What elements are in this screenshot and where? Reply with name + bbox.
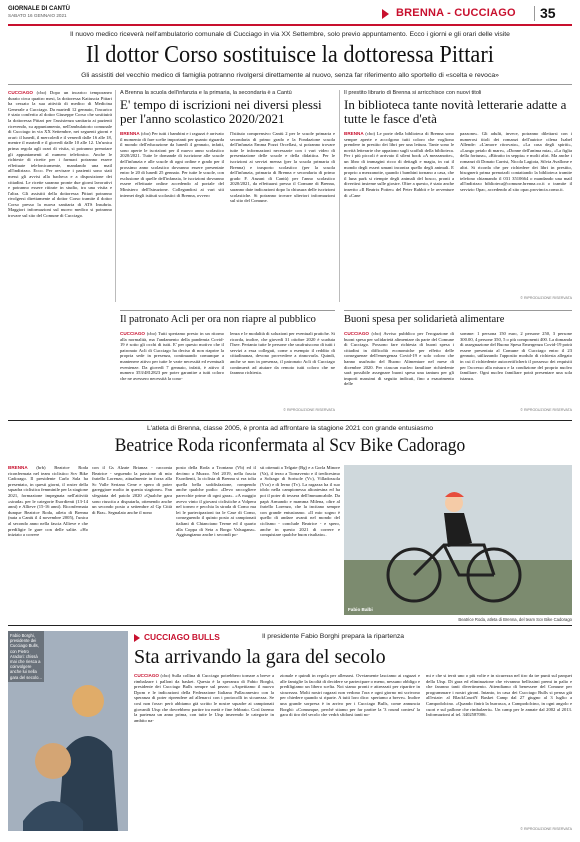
- acli-title: Il patronato Acli per ora non riapre al pubblico: [120, 314, 316, 325]
- bulls-photo: [8, 631, 128, 831]
- roda-photo-credit: Fabio Balbi: [348, 607, 373, 612]
- issue-date: SABATO 16 GENNAIO 2021: [8, 13, 67, 18]
- acli-text-1: (cbo) Tutti speriamo presto in un ritorno alla normalità, ma l'andamento della pandemia Covid-19 è sotto gli occhi di tutti. E' per questo motivo che il patronato Acli di Cucciago ha deciso di non riaprire la propria sede in presenza, continuando comunque a mantenere attivo per tutte le varie necessità ed eventuali evenienze. Da giovedì 7 gennaio, infatti, è attivo il numero 353/4812823 per poter garantire a tutti coloro che ne avessero necessità la cono-: [120, 331, 224, 381]
- section-bar: [390, 4, 572, 24]
- bulls-col1: [134, 673, 274, 833]
- school-col2: [230, 131, 335, 303]
- library-text-1: (cbo) Le porte della biblioteca di Brenna sono sempre aperte e accolgono tutti coloro che vogliono prendere in prestito dei libri per una lettura. Tante sono le novità letterarie che appaiono sugli scaffali della biblioteca. Per i più piccoli è arrivato il silent book «A mezzanotte», un libro di immagini ricco di dettagli e magia, in cui il mondo degli esseri umani incontra quello degli animali. E proprio a mezzanotte, quando i bambini tornano a casa, che il luna park si riempie degli animali del bosco, pronti a divertirsi insieme sulle giostre. Oltre a questo, è stato anche inserito «Il Beatrix Potter» del Peter Rabbit e le avventure di «Cane: [344, 131, 454, 198]
- roda-text-2: con il Gs Alzate Brianza - racconta Beatrice - seguendo la passione di mio fratello Lorenzo, attualmente in forza alla Sc Valle Seriana Cene e spero di poter gareggiare molto in questa stagione». Fan sfegatata del paiolo 2020 «Qualche gara sono riuscita a disputarla, ottenendo anche un secondo posto a settembre al Gp Città di Bra». Segnalato anche il nono: [92, 465, 172, 515]
- lead-body: [8, 90, 112, 400]
- bulls-kicker: Il presidente Fabio Borghi prepara la ripartenza: [262, 633, 405, 640]
- buoni-byline: CUCCIAGO: [344, 331, 370, 336]
- buoni-col1: [344, 331, 454, 413]
- acli-text-2: lenza e le modalità di soluzioni per eventuali pratiche. Si ricorda, inoltre, che giovedì 31 ottobre 2020 è scaduta l'Isee. Pertanto tutte le persone che usufruiscono di tutti i servizi a essa collegati, come a esempio il reddito di cittadinanza, devono provvedere a rinnovarla. Quindi, anche se non in presenza, il patronato Acli di Cucciago continuerà ad aiutare da remoto tutti coloro che ne faranno richiesta.: [230, 331, 335, 376]
- roda-caption: Beatrice Roda, atleta di Brenna, del team Scv Bike Cadorago: [458, 617, 572, 622]
- library-text-2: pazzone». Gli adulti, invece, potranno dilettarsi con i numerosi titoli dei romanzi dell'autrice cilena Isabel Allende: «L'amore ritrovato», «La casa degli spiriti», «Lungo petalo di mare», «Donne dell'anima mia», «La figlia della fortuna», «Ritratto in seppia» e molti altri. Ma anche i romanzi di Donato Carrisi, Nicola Lagioia, Silvia Avallone e altri. Si ricorda che per richiedere dei libri in prestito, bisognerà prima prenotarli contattando la biblioteca tramite telefono chiamando il 031 3510664 o mandando una mail all'indirizzo biblioteca@comune.brenna.co.it o tramite il servizio Opac, accedendo al sito opac.provincia.como.it.: [460, 131, 572, 192]
- roda-text-3: posto della Roda a Trontano (Vb) ed il decimo a Muzzo. Nel 2019, nella fascia Esordienti, la ciclista di Brenna si era tolta quella bella soddisfazione, rompendo anche qualche podio: «Devo raccogliere parecchie prime di ogni gara». «A maggio avevo vinto il giovani ciclistiche a Volpera nel torneo e pecchia la strada di Como ma lei le partecipazioni tra le Case di Como, conseguendo il quinto posto ai campionati italiani di Chianciano Terme ed il quarto alla Coppa di Seta a Borgo Valsugana». Aggiungiamo anche i secondi po-: [176, 465, 256, 538]
- lead-title: Il dottor Corso sostituisce la dottoressa Pittari: [86, 42, 494, 68]
- school-text-1: (cbo) Per tutti i bambini e i ragazzi è arrivato il momento di fare scelte importanti per quanto riguarda il mondo dell'educazione da lunedì 4 gennaio, infatti, sono aperte le iscrizioni per il nuovo anno scolastico 2020/2021. Tutte le domande di iscrizione alle scuole dell'infanzia e alle scuole di ogni ordine e grado per il prossimo anno scolastico dovranno essere presentate entro le 20 di lunedì 25 gennaio. Per tutte le scuole, con esclusione di quelle dell'infanzia, le iscrizioni dovranno essere effettuate online accedendo al portale del Ministero dell'Istruzione. Collegandosi ai vari siti internet degli istituti scolastici di Brenna, ovvero: [120, 131, 224, 198]
- lead-text: (cbo) Dopo un incarico temporaneo durato circa quattro mesi, la dottoressa Katiuscia Pittari ha cessato la sua attività di medico di Medicina Generale a Cucciago. Da martedì 12 gennaio, l'incarico è stato conferito al dottor Giuseppe Corso che sostituirà la dottoressa Pittari per l'assistenza sanitaria ai pazienti ricevendo, su appuntamento, nell'ambulatorio comunale di Cucciago in via XX Settembre, nei seguenti giorni e orari: il lunedì, il mercoledì e il venerdì dalle 16 alle 18, mentre il martedì e il giovedì dalle 10 alle 12. Un'unica prima regola agli orari di visita, si potranno prenotare gli appuntamenti al numero telefonico. Anche le richieste di ricette per i farmaci potranno essere effettuate telefonicamente, mandando una mail all'indirizzo. Ecco. Per avvisare i pazienti sono stati messi gli avvisi alla bacheca e a disposizione dei cittadini. Le ricette saranno pronte due giorni lavorativi e potranno essere ritirate in studio, tra una visita e l'altra. Gli assistiti della dottoressa Pittari potranno rivolgersi direttamente al dottor Corso tramite il dottor Corso presso la nuova sanitaria di ATS Insubria. Maggiori informazioni sul nuovo medico si potranno trovare sul sito del Comune di Cucciago.: [8, 90, 112, 219]
- bulls-col3: [426, 673, 572, 825]
- library-title: In biblioteca tante novità letterarie adatte a tutte le fasce d'età: [344, 97, 567, 126]
- acli-byline: CUCCIAGO: [120, 331, 146, 336]
- roda-kicker: L'atleta di Brenna, classe 2005, è pronta ad affrontare la stagione 2021 con grande entusiasmo: [146, 425, 434, 432]
- bulls-photo-caption: Fabio Borghi, presidente dei Cucciago Bulls, con Pietro Aradori: chissà mai che riesca a coinvolgere anche lui nella gara del secolo...: [8, 631, 44, 682]
- roda-title: Beatrice Roda riconfermata al Scv Bike Cadorago: [114, 435, 466, 456]
- school-col1: [120, 131, 224, 303]
- acli-col2: [230, 331, 335, 407]
- bulls-text-1: (cbo) Sulla collina di Cucciago potrebbero tornare a breve a rimbalzare i palloni da basket. Questa è la speranza di Fabio Borghi, presidente dei Cucciago Bulls sempre sul pezzo: «Aspettiamo il nuovo Dpcm e le indicazioni della Federazione Italiana Pallacanestro con la speranza di poter riprendere ad allenarci con i protocolli in sicurezza. Se così non fosse: però abbiamo già scritto le nostre squadre ai campionati giovanili Uisp che dovrebbero partire tra metà e fine febbraio. Così faremo la partenza un anno prima, con tutte le Uisp inserendo le categorie in ambito na-: [134, 673, 274, 723]
- library-col2: [460, 131, 572, 295]
- buoni-text-2: somme: 1 persona 150 euro, 2 persone 250, 3 persone 300.00, 4 persone 350, 5 o più componenti 400. La domanda di assegnazione del Buono Spesa Emergenza Covid-19 potrà essere presentata al Comune di Cucciago entro il 23 gennaio, utilizzando l'apposito modulo di richiesta allegato in cui il richiedente autocertificherà il possesso dei requisiti per l'accesso alla misura e la condizione del proprio nucleo familiare. Ogni nucleo familiare potrà presentare una sola istanza.: [460, 331, 572, 381]
- masthead: GIORNALE DI CANTÙ: [8, 6, 70, 12]
- page-number: 35: [540, 5, 556, 21]
- roda-photo: [344, 465, 572, 615]
- roda-col2: [92, 465, 172, 615]
- buoni-col2: [460, 331, 572, 407]
- buoni-credit: © RIPRODUZIONE RISERVATA: [520, 408, 572, 412]
- bulls-col2: [280, 673, 420, 833]
- bulls-tag: CUCCIAGO BULLS: [144, 632, 220, 642]
- roda-text-4: sti ottenuti a Telgate (Bg) e a Gorla Minore (Va), il terzo a Tornavento e il tredicesimo a Solzago di Sorisole (Vc), Villadossola (Vco) e di Ierno (Tv). La ragazza ha il suo idolo nella campionessa altoatesina ed ha poi il poter di tessera dell'immancabile. Da papà Armando e mamma Milena, oltre al fratello Lorenzo, che la incitano sempre con grande entusiasmo. «Il mio sogno è quello di andare avanti nel mondo del ciclismo - conclude Beatrice - e spero, anche in questo 2021 di correre e conquistare qualche buon risultato».: [260, 465, 340, 538]
- library-byline: BRENNA: [344, 131, 364, 136]
- bulls-text-2: zionale e quindi in regola per allenarsi. Ovviamente lasciamo ai ragazzi e alle famiglie la facoltà di decidere se partecipare o meno, nessuno obbligo e prediligiamo un libero scelta. Noi siamo pronti e attrezzati per ripartire in sicurezza. Molti nostri ragazzi non vedono l'ora e ogni giorno mi scrivono per chiedere quando si riparte. A tutti loro dico: speriamo a breve». Inoltre una grande sorpresa è in arrivo per i Cucciago Bulls, come annuncia Borghi: «Comunque, perché stiamo per far partire la '3 round contest' la gara di tiro del secolo che vedrà sfidarsi tanti no-: [280, 673, 420, 718]
- acli-col1: [120, 331, 224, 413]
- library-credit: © RIPRODUZIONE RISERVATA: [520, 296, 572, 300]
- library-col1: [344, 131, 454, 303]
- roda-col3: [176, 465, 256, 615]
- buoni-title: Buoni spesa per solidarietà alimentare: [344, 314, 505, 325]
- school-kicker: A Brenna la scuola dell'infanzia e la primaria, la secondaria è a Cantù: [120, 90, 292, 96]
- library-kicker: Il prestito librario di Brenna si arricchisce con nuovi titoli: [344, 90, 482, 96]
- triangle-right-icon: [382, 9, 389, 19]
- school-text-2: l'Istituto comprensivo Cantù 2 per le scuole primaria e secondaria di primo grado e la Fondazione scuola dell'infanzia Emma Pozzi Orcellasi, si potranno trovare tutte le informazioni necessarie con i vari video di presentazione delle scuole e della didattica. Per le iscrizioni ai servizi mensa (per la scuola primaria di Brenna) e trasporto scolastico (per la scuola dell'infanzia, primaria di Brenna e secondaria di primo grado F. Anzani di Cantù) per l'anno scolastico 2020/2021, da effettuarsi presso il Comune di Brenna, saranno date indicazioni dopo la chiusura delle iscrizioni scolastiche. Si potranno trovare ulteriori informazioni sul sito del Comune.: [230, 131, 335, 204]
- roda-col1: [8, 465, 88, 615]
- triangle-right-icon: [134, 634, 140, 642]
- bulls-byline: CUCCIAGO: [134, 673, 160, 678]
- acli-credit: © RIPRODUZIONE RISERVATA: [283, 408, 335, 412]
- school-byline: BRENNA: [120, 131, 140, 136]
- lead-subtitle: Gli assistiti del vecchio medico di famiglia potranno rivolgersi direttamente al nuovo, senza far riferimento allo sportello di «scelta e revoca»: [81, 72, 499, 79]
- school-title: E' tempo di iscrizioni nei diversi plessi per l'anno scolastico 2020/2021: [120, 97, 322, 126]
- roda-text-1: (brb) Beatrice Roda riconfermata nel team ciclistico Scv Bike Cadorago. Il presidente Carlo Sala ha presentato, in questi giorni, il roster della squadra ciclistica femminile per la stagione 2021, formazione impegnata nell'attività «strada» per le categorie Esordienti (13-14 anni) e Allieve (15-16 anni). Riconfermata dunque Beatrice Roda, atleta di Brenna (nata a Cantù il 4 novembre 2005), l'unica al secondo anno nella fascia Allieve e che prediligie le gare con delle salite. «Ho iniziato a correre: [8, 465, 88, 538]
- lead-kicker: Il nuovo medico riceverà nell'ambulatorio comunale di Cucciago in via XX Settembre, solo previo appuntamento. Ecco i giorni e gli orari delle visite: [70, 31, 510, 38]
- cyclist-illustration: [344, 465, 572, 615]
- buoni-text-1: (cbo) Avviso pubblico per l'erogazione di buoni spesa per solidarietà alimentare da parte del Comune di Cucciago. Possono fare richiesta di buoni spesa i cittadini in difficoltà economiche per effetto delle conseguenze dell'emergenza Covid-19 e solo coloro che hanno usufruito del Buono Alimentare nel mese di dicembre 2020. Per ciascun nucleo familiare richiedente sarà possibile assegnare buoni spesa una tantum per gli importi massimi di seguito indicati, fino a esaurimento delle: [344, 331, 454, 387]
- lead-byline: CUCCIAGO: [8, 90, 34, 95]
- bulls-title: Sta arrivando la gara del secolo: [134, 646, 386, 668]
- roda-byline: BRENNA: [8, 465, 28, 470]
- bulls-text-3: mi e che si terrà uno o più volte e in sicurezza nel tiro da tre punti sul parquet della Uisp. Di gara ed eliminazione che vivranno bellissimi premi in palio e che faranno tanti divertimento. Attendiamo di benessere del Comune per programmare i nostri gironi. Intanto, in casa dei Cucciago Bulls si pensa già all'estate: al BlackCourtN Basket Camp dal 27 giugno al 3 luglio a Campodolcino. «Quando finirà la burrasca, a Campodolcino, in ogni angolo e cuori e sul pallone che rimbalzerà». Un camp per le annate dal 2002 al 2013. Informazioni al tel. 3402587006.: [426, 673, 572, 718]
- section-title: BRENNA - CUCCIAGO: [396, 7, 516, 19]
- bulls-tag-bar: [134, 632, 572, 644]
- bulls-credit: © RIPRODUZIONE RISERVATA: [520, 827, 572, 831]
- roda-col4: [260, 465, 340, 615]
